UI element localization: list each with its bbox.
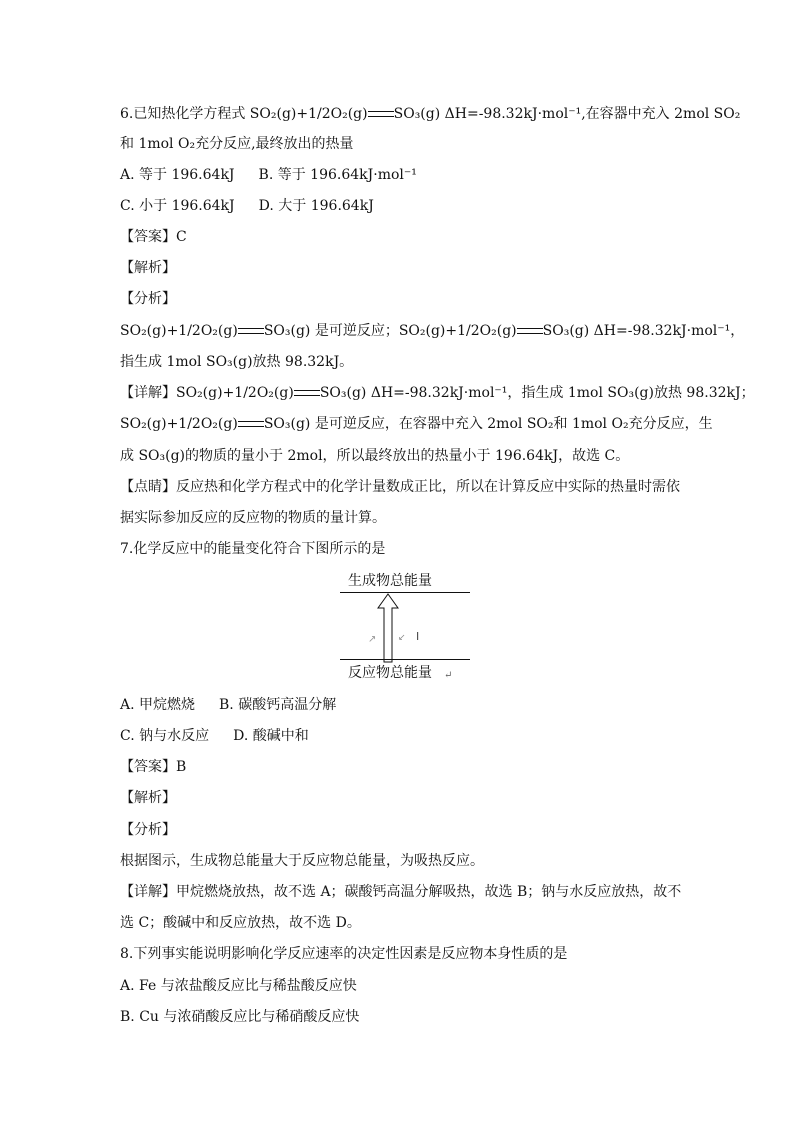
q7-options-row2 — [120, 726, 309, 746]
reversible-arrow-icon — [238, 418, 264, 430]
q6-fenxi-line2: 指生成 1mol SO₃(g)放热 98.32kJ。 — [120, 354, 354, 370]
q6-point-line1: 【点睛】反应热和化学方程式中的化学计量数成正比，所以在计算反应中实际的热量时需依 — [120, 479, 680, 495]
reversible-arrow-icon — [368, 108, 394, 120]
q6-stem-line1 — [120, 104, 740, 124]
q8-option-a: A. Fe 与浓盐酸反应比与稀盐酸反应快 — [120, 978, 357, 994]
energy-diagram — [340, 570, 470, 680]
q7-fenxi-line: 根据图示，生成物总能量大于反应物总能量，为吸热反应。 — [120, 853, 484, 869]
q7-options-row1 — [120, 695, 336, 715]
q6-stem-line2: 和 1mol O₂充分反应,最终放出的热量 — [120, 136, 354, 152]
q6-options-row2 — [120, 196, 374, 216]
q7-fenxi-title: 【分析】 — [120, 822, 176, 838]
return-mark-icon: ↵ — [444, 670, 453, 681]
svg-text:↗: ↗ — [368, 634, 377, 645]
q6-stem-part1: 6.已知热化学方程式 SO₂(g)+1/2O₂(g) — [120, 106, 368, 122]
q6-fenxi-title: 【分析】 — [120, 291, 176, 307]
q7-option-c: C. 钠与水反应 — [120, 728, 210, 744]
q8-stem: 8.下列事实能说明影响化学反应速率的决定性因素是反应物本身性质的是 — [120, 946, 568, 962]
q7-analysis-title: 【解析】 — [120, 790, 176, 806]
reversible-arrow-icon — [517, 325, 543, 337]
q7-detail-line2: 选 C；酸碱中和反应放热，故不选 D。 — [120, 915, 361, 931]
q6-analysis-title: 【解析】 — [120, 260, 176, 276]
q6-fenxi-line1 — [120, 321, 744, 341]
q6-detail-line2 — [120, 414, 713, 434]
reversible-arrow-icon — [238, 325, 264, 337]
q6-fenxi-line1-a: SO₂(g)+1/2O₂(g) — [120, 323, 238, 339]
q6-fenxi-line1-c: SO₃(g) ΔH=-98.32kJ·mol⁻¹， — [542, 323, 745, 339]
q6-option-c: C. 小于 196.64kJ — [120, 198, 235, 214]
faint-mark-icon — [398, 628, 428, 644]
q6-detail-line3: 成 SO₃(g)的物质的量小于 2mol，所以最终放出的热量小于 196.64kJ，故选 C。 — [120, 448, 630, 464]
q8-option-b: B. Cu 与浓硝酸反应比与稀硝酸反应快 — [120, 1009, 360, 1025]
diagram-bottom-label: 反应物总能量 — [348, 665, 432, 681]
svg-text:↙: ↙ — [398, 633, 406, 643]
q6-detail-line2-a: SO₂(g)+1/2O₂(g) — [120, 416, 238, 432]
svg-text:I: I — [416, 630, 420, 643]
reversible-arrow-icon — [294, 387, 320, 399]
reactant-energy-line — [340, 659, 470, 660]
q7-stem: 7.化学反应中的能量变化符合下图所示的是 — [120, 541, 386, 557]
diagram-top-label: 生成物总能量 — [348, 573, 432, 589]
q6-detail-line1-a: 【详解】SO₂(g)+1/2O₂(g) — [120, 385, 294, 401]
q7-option-a: A. 甲烷燃烧 — [120, 697, 196, 713]
q6-detail-line1-b: SO₃(g) ΔH=-98.32kJ·mol⁻¹，指生成 1mol SO₃(g)放热 98.32kJ； — [319, 385, 755, 401]
q7-option-d: D. 酸碱中和 — [233, 728, 309, 744]
q7-option-b: B. 碳酸钙高温分解 — [219, 697, 337, 713]
q6-options-row1 — [120, 165, 417, 185]
q6-detail-line1 — [120, 383, 755, 403]
q6-answer: 【答案】C — [120, 229, 187, 245]
q7-detail-line1: 【详解】甲烷燃烧放热，故不选 A；碳酸钙高温分解吸热，故选 B；钠与水反应放热，故不 — [120, 884, 682, 900]
q7-answer: 【答案】B — [120, 759, 187, 775]
q6-fenxi-line1-b: SO₃(g) 是可逆反应；SO₂(g)+1/2O₂(g) — [263, 323, 517, 339]
q6-detail-line2-b: SO₃(g) 是可逆反应，在容器中充入 2mol SO₂和 1mol O₂充分反应，生 — [263, 416, 713, 432]
q6-option-d: D. 大于 196.64kJ — [258, 198, 374, 214]
q6-option-a: A. 等于 196.64kJ — [120, 167, 235, 183]
q6-option-b: B. 等于 196.64kJ·mol⁻¹ — [258, 167, 417, 183]
q6-point-line2: 据实际参加反应的反应物的物质的量计算。 — [120, 510, 386, 526]
q6-stem-part2: SO₃(g) ΔH=-98.32kJ·mol⁻¹,在容器中充入 2mol SO₂ — [393, 106, 741, 122]
